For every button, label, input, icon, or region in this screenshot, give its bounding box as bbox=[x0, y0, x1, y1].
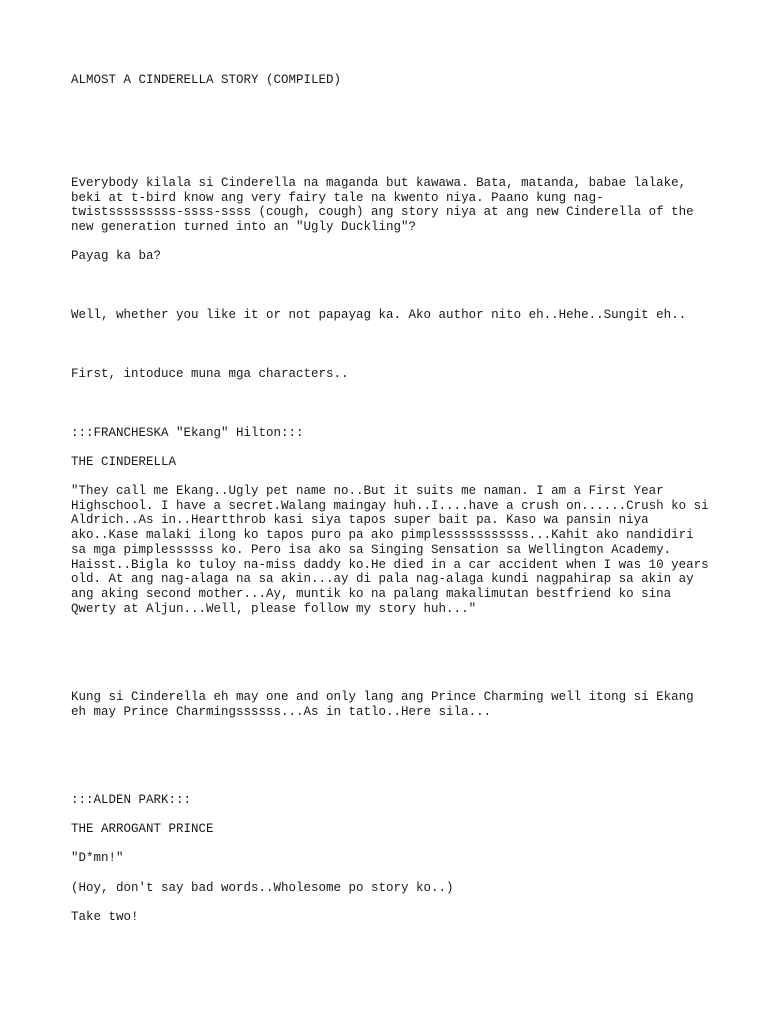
character-role-arrogant-prince: THE ARROGANT PRINCE bbox=[71, 822, 214, 836]
take-two-line: Take two! bbox=[71, 910, 139, 924]
intro-paragraph: Everybody kilala si Cinderella na maganda but kawawa. Bata, matanda, babae lalake, beki at t-bird know ang very fairy tale na kwento niya. Paano kung nag-twistsssssssss-ssss-ssss (cough, cough) ang story niya at ang new Cinderella of the new generation turned into an "Ugly Duckling"? bbox=[71, 176, 694, 235]
princes-intro: Kung si Cinderella eh may one and only lang ang Prince Charming well itong si Ekang eh may Prince Charmingssssss...As in tatlo..Here sila... bbox=[71, 690, 694, 719]
character-role-cinderella: THE CINDERELLA bbox=[71, 455, 177, 469]
character-name-alden: :::ALDEN PARK::: bbox=[71, 793, 192, 807]
document-title: ALMOST A CINDERELLA STORY (COMPILED) bbox=[71, 73, 342, 87]
author-aside: (Hoy, don't say bad words..Wholesome po story ko..) bbox=[71, 881, 454, 895]
question-line: Payag ka ba? bbox=[71, 249, 162, 263]
characters-intro: First, intoduce muna mga characters.. bbox=[71, 367, 349, 381]
character-quote-francheska: "They call me Ekang..Ugly pet name no..But it suits me naman. I am a First Year Highschool. I have a secret.Walang maingay huh..I....have a crush on......Crush ko si Aldrich..As in..Heartthrob kasi siya tapos super bait pa. Kaso wa pansin niya ako..Kase malaki ilong ko tapos puro pa ako pimplesssssssssss...Kahit ako nandidiri sa mga pimplessssss ko. Pero isa ako sa Singing Sensation sa Wellington Academy. Haisst..Bigla ko tuloy na-miss daddy ko.He died in a car accident when I was 10 years old. At ang nag-alaga na sa akin...ay di pala nag-alaga kundi nagpahirap sa akin ay ang aking second mother...Ay, muntik ko na palang makalimutan bestfriend ko sina Qwerty at Aljun...Well, please follow my story huh..." bbox=[71, 484, 709, 616]
character-name-francheska: :::FRANCHESKA "Ekang" Hilton::: bbox=[71, 426, 304, 440]
character-quote-alden: "D*mn!" bbox=[71, 851, 124, 865]
author-note: Well, whether you like it or not papayag ka. Ako author nito eh..Hehe..Sungit eh.. bbox=[71, 308, 687, 322]
